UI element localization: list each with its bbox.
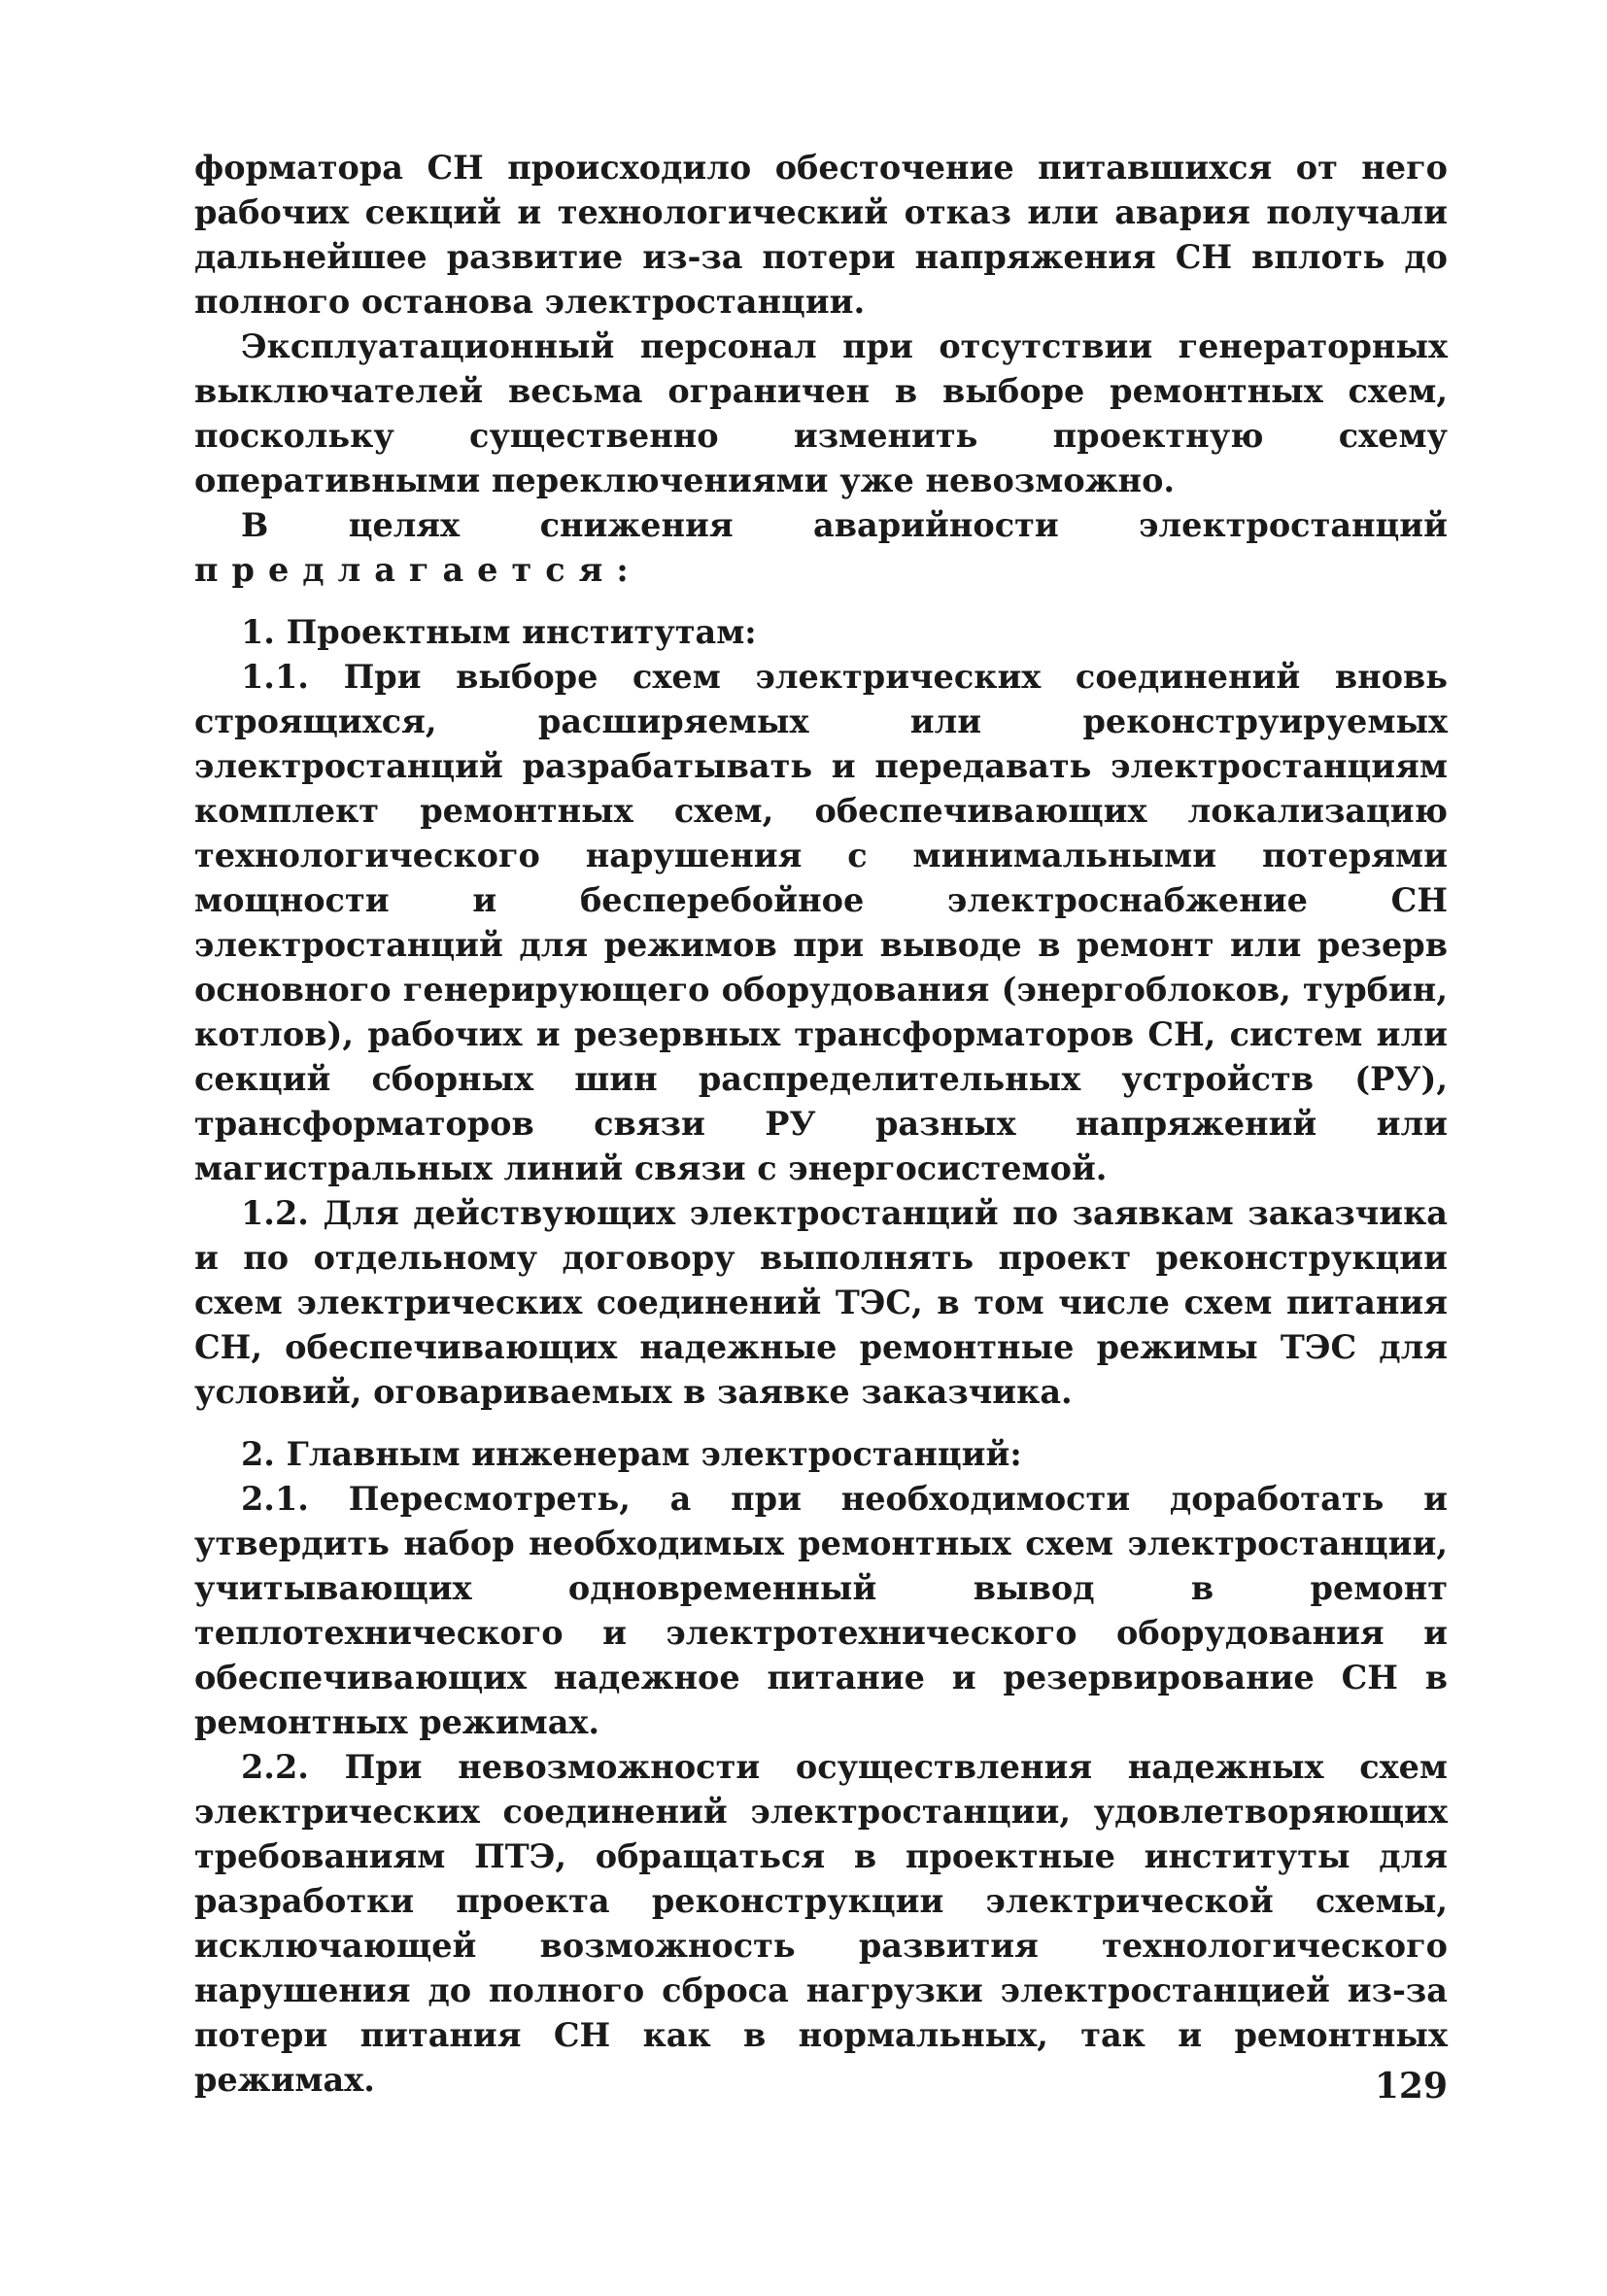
heading-chief-engineers: 2. Главным инженерам электростанций: [241, 1435, 1022, 1473]
proposal-spaced-word: предлагается: [194, 551, 642, 589]
paragraph-1-2: 1.2. Для действующих электростанций по заявкам заказчика и по отдельному договору выполнять проект реконструкции схем электрических соединений ТЭС, в том числе схем питания СН, обеспечивающих надежные ремонтные режимы ТЭС для условий, оговариваемых в заявке заказчика. [194, 1194, 1448, 1411]
body-text [194, 146, 1448, 2103]
heading-design-institutes: 1. Проектным институтам: [241, 613, 757, 651]
proposal-intro-text: В целях снижения аварийности электростанций [241, 506, 1448, 544]
paragraph-2-2: 2.2. При невозможности осуществления надежных схем электрических соединений электростанции, удовлетворяющих требованиям ПТЭ, обращаться в проектные институты для разработки проекта реконструкции электрической схемы, исключающей возможность развития технологического нарушения до полного сброса нагрузки электростанцией из-за потери питания СН как в нормальных, так и ремонтных режимах. [194, 1748, 1448, 2099]
paragraph-continuation: форматора СН происходило обесточение питавшихся от него рабочих секций и технологический отказ или авария получали дальнейшее развитие из-за потери напряжения СН вплоть до полного останова электростанции. [194, 149, 1448, 321]
paragraph-personnel: Эксплуатационный персонал при отсутствии генераторных выключателей весьма ограничен в выборе ремонтных схем, поскольку существенно изменить проектную схему оперативными переключениями уже невозможно. [194, 327, 1448, 499]
page-number: 129 [1374, 2066, 1448, 2107]
paragraph-2-1: 2.1. Пересмотреть, а при необходимости доработать и утвердить набор необходимых ремонтных схем электростанции, учитывающих одновременный вывод в ремонт теплотехнического и электротехнического оборудования и обеспечивающих надежное питание и резервирование СН в ремонтных режимах. [194, 1480, 1448, 1741]
paragraph-1-1: 1.1. При выборе схем электрических соединений вновь строящихся, расширяемых или реконструируемых электростанций разрабатывать и передавать электростанциям комплект ремонтных схем, обеспечивающих локализацию технологического нарушения с минимальными потерями мощности и бесперебойное электроснабжение СН электростанций для режимов при выводе в ремонт или резерв основного генерирующего оборудования (энергоблоков, турбин, котлов), рабочих и резервных трансформаторов СН, систем или секций сборных шин распределительных устройств (РУ), трансформаторов связи РУ разных напряжений или магистральных линий связи с энергосистемой. [194, 658, 1448, 1187]
paragraph-proposal-intro [194, 503, 1448, 593]
